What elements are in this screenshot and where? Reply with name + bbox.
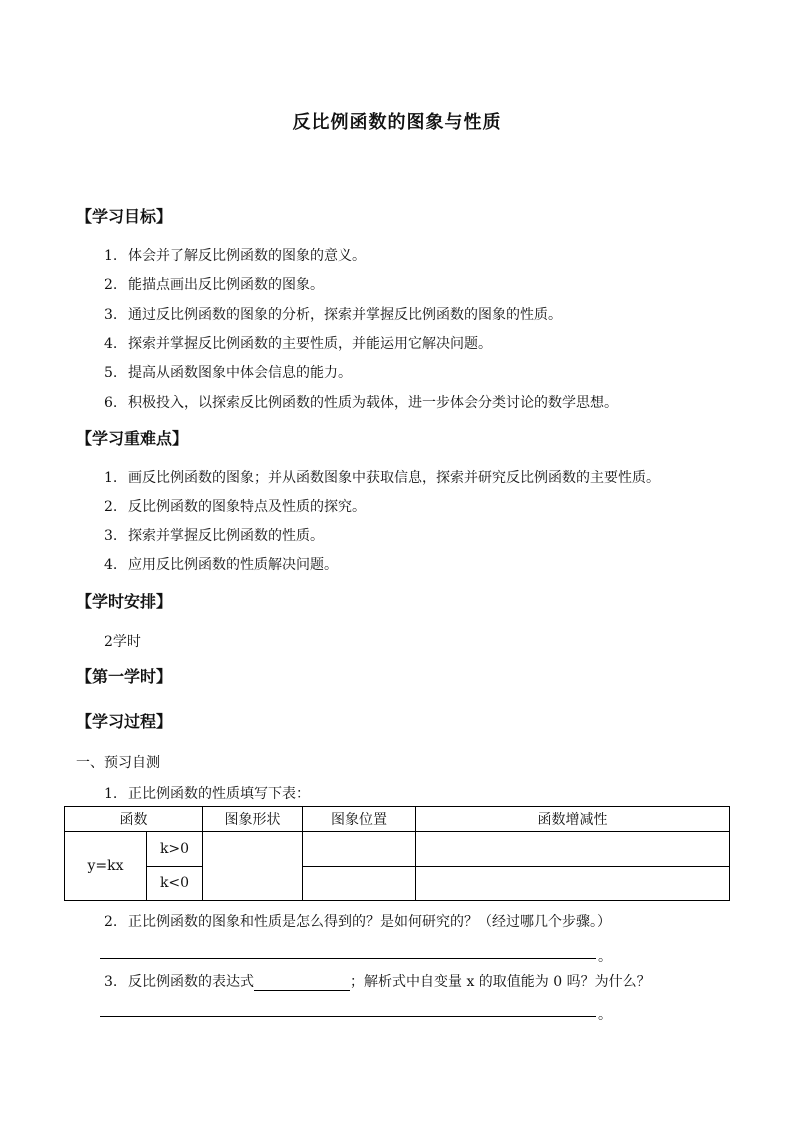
objective-item [104,274,324,294]
key-point-item [104,496,366,516]
header-function: 函数 [65,807,203,832]
item-text: 提高从函数图象中体会信息的能力。 [128,365,352,381]
item-text: 体会并了解反比例函数的图象的意义。 [128,248,366,264]
item-number: 6. [104,395,118,411]
end-mark: 。 [598,949,612,965]
table-row [65,866,730,901]
condition-cell: k>0 [147,832,203,867]
position-blank-cell[interactable] [303,866,416,901]
objective-item [104,392,618,412]
monotonicity-blank-cell[interactable] [416,866,730,901]
item-number: 3. [104,528,118,544]
header-monotonicity: 函数增减性 [416,807,730,832]
shape-blank-cell[interactable] [203,832,303,901]
preview-section-title: 一、预习自测 [76,755,160,771]
item-number: 1. [104,470,118,486]
answer-line[interactable] [100,1016,596,1017]
function-cell: y=kx [65,832,147,901]
item-text: 探索并掌握反比例函数的主要性质，并能运用它解决问题。 [128,336,492,352]
key-point-item [104,467,660,487]
item-number: 2. [104,499,118,515]
item-number: 1. [104,248,118,264]
end-mark: 。 [598,1007,612,1023]
objective-item [104,333,492,353]
monotonicity-blank-cell[interactable] [416,832,730,867]
objectives-heading: 【学习目标】 [76,207,173,226]
question-1 [104,783,310,803]
item-text: ；解析式中自变量 x 的取值能为 0 吗？为什么？ [350,974,651,990]
item-text: 能描点画出反比例函数的图象。 [128,277,324,293]
item-number: 3. [104,974,118,990]
first-lesson-heading: 【第一学时】 [76,667,173,686]
process-heading: 【学习过程】 [76,712,173,731]
item-text: 探索并掌握反比例函数的性质。 [128,528,324,544]
schedule-value: 2学时 [104,634,141,650]
header-shape: 图象形状 [203,807,303,832]
table-row [65,832,730,867]
item-number: 2. [104,277,118,293]
objective-item [104,245,366,265]
objective-item [104,362,352,382]
item-text: 反比例函数的表达式 [128,974,254,990]
key-point-item [104,525,324,545]
item-number: 3. [104,307,118,323]
condition-cell: k<0 [147,866,203,901]
question-2 [104,911,611,931]
item-text: 通过反比例函数的图象的分析，探索并掌握反比例函数的图象的性质。 [128,307,562,323]
key-point-item [104,554,338,574]
item-number: 1. [104,786,118,802]
item-number: 4. [104,557,118,573]
table-header-row [65,807,730,832]
item-text: 反比例函数的图象特点及性质的探究。 [128,499,366,515]
item-text: 积极投入，以探索反比例函数的性质为载体，进一步体会分类讨论的数学思想。 [128,395,618,411]
position-blank-cell[interactable] [303,832,416,867]
item-number: 2. [104,914,118,930]
item-text: 正比例函数的性质填写下表： [128,786,310,802]
answer-line[interactable] [100,958,596,959]
header-position: 图象位置 [303,807,416,832]
objective-item [104,304,562,324]
item-text: 正比例函数的图象和性质是怎么得到的？是如何研究的？（经过哪几个步骤。） [128,914,611,930]
key-points-heading: 【学习重难点】 [76,429,189,448]
expression-blank[interactable] [254,974,350,991]
page-title: 反比例函数的图象与性质 [292,112,502,133]
question-3 [104,971,651,991]
item-text: 画反比例函数的图象；并从函数图象中获取信息，探索并研究反比例函数的主要性质。 [128,470,660,486]
item-number: 4. [104,336,118,352]
item-number: 5. [104,365,118,381]
schedule-heading: 【学时安排】 [76,592,173,611]
item-text: 应用反比例函数的性质解决问题。 [128,557,338,573]
properties-table [64,806,730,901]
